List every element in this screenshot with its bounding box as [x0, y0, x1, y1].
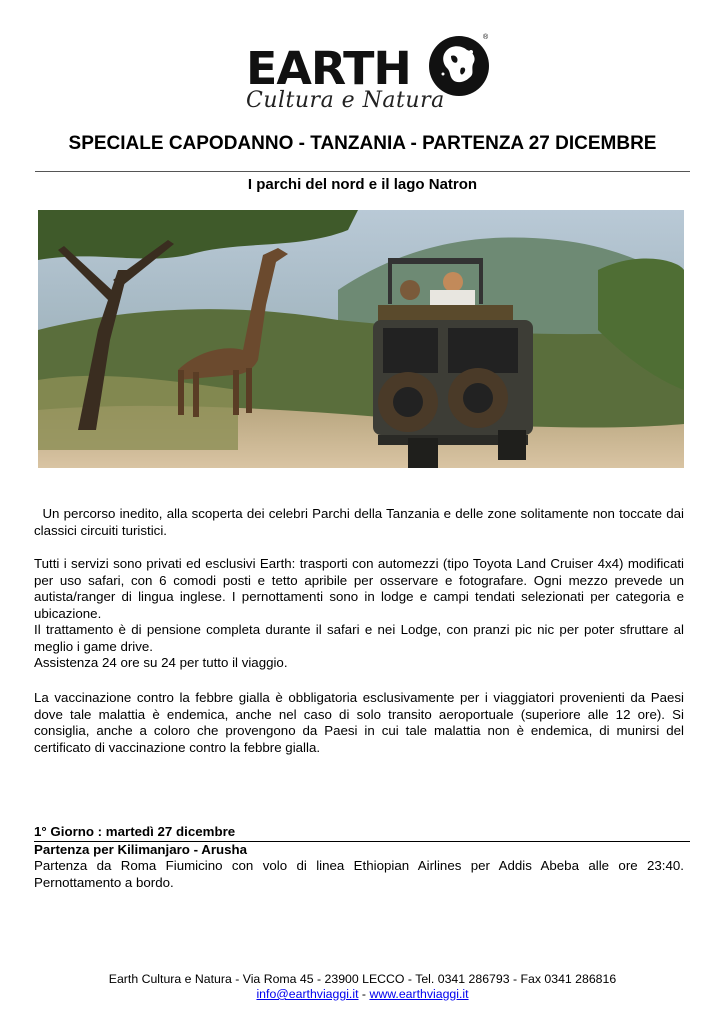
intro-paragraph [34, 506, 688, 539]
footer-email-link[interactable]: info@earthviaggi.it [256, 987, 359, 1001]
page-footer [0, 972, 725, 1002]
services-paragraph-2: Il trattamento è di pensione completa durante il safari e nei Lodge, con pranzi pic nic per poter sfruttare al meglio i game drive. [34, 622, 684, 654]
services-paragraph-3: Assistenza 24 ore su 24 per tutto il viaggio. [34, 655, 288, 670]
intro-text: Un percorso inedito, alla scoperta dei celebri Parchi della Tanzania e delle zone solitamente non toccate dai classici circuiti turistici. [34, 506, 688, 538]
footer-address: Earth Cultura e Natura - Via Roma 45 - 23900 LECCO - Tel. 0341 286793 - Fax 0341 286816 [108, 972, 617, 986]
logo-wordmark: EARTH [246, 42, 411, 95]
footer-contacts [0, 987, 725, 1002]
page-subtitle: I parchi del nord e il lago Natron [247, 176, 478, 193]
footer-separator: - [358, 987, 370, 1001]
day-1-section [34, 858, 684, 891]
footer-website-link[interactable]: www.earthviaggi.it [369, 987, 469, 1001]
day-1-header: 1° Giorno : martedì 27 dicembre [34, 824, 236, 839]
vaccination-paragraph: La vaccinazione contro la febbre gialla è obbligatoria esclusivamente per i viaggiatori provenienti da Paesi dove tale malattia è endemica, anche nel caso di solo transito aeroportuale (superiore alle 12 ore). Si consiglia, anche a coloro che provengono da Paesi in cui tale malattia non è endemica, di munirsi del certificato di vaccinazione contro la febbre gialla. [34, 690, 684, 755]
services-paragraph-1: Tutti i servizi sono privati ed esclusivi Earth: trasporti con automezzi (tipo Toyota Land Cruiser 4x4) modificati per uso safari, con 6 comodi posti e tetto apribile per osservare e fotografare. Ogni mezzo prevede un autista/ranger di lingua inglese. I pernottamenti sono in lodge e campi tendati selezionati per categoria e ubicazione. [34, 556, 684, 621]
day-1-route: Partenza per Kilimanjaro - Arusha [34, 842, 248, 857]
vaccination-section [34, 690, 684, 756]
services-section [34, 556, 684, 672]
logo-tagline: Cultura e Natura [246, 88, 445, 113]
earth-logo [246, 28, 496, 114]
title-divider [35, 171, 690, 172]
safari-photo [38, 210, 684, 468]
page-title: SPECIALE CAPODANNO - TANZANIA - PARTENZA 27 DICEMBRE [68, 133, 657, 154]
day-1-description: Partenza da Roma Fiumicino con volo di linea Ethiopian Airlines per Addis Abeba alle ore 23:40. Pernottamento a bordo. [34, 858, 684, 890]
registered-mark: ® [483, 34, 489, 41]
